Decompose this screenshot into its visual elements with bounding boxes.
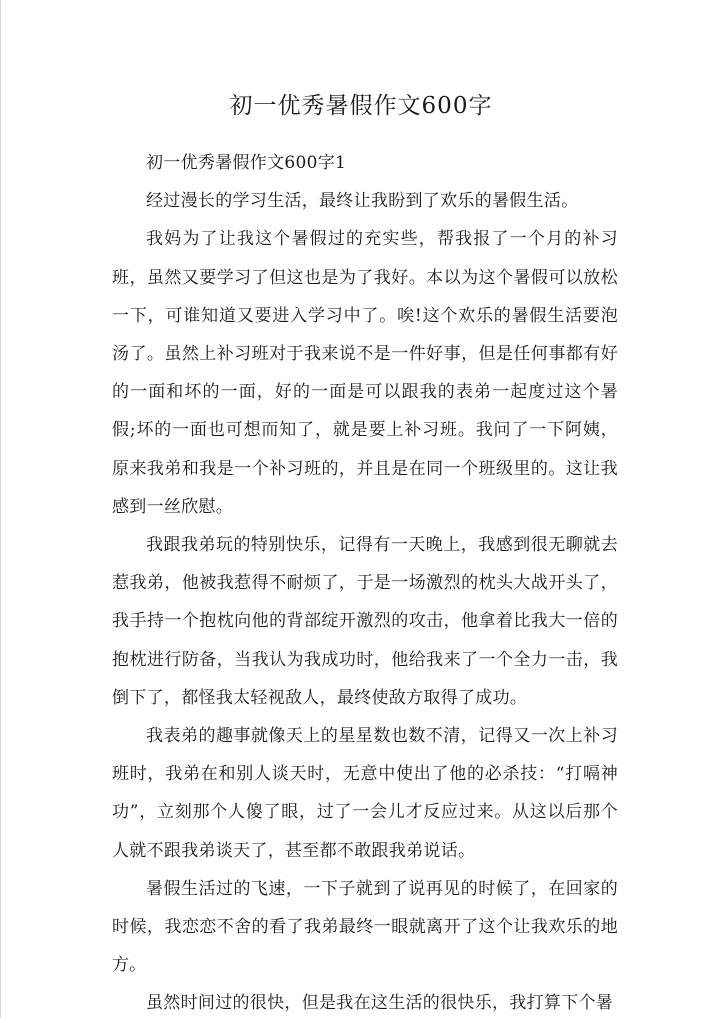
paragraph: 我跟我弟玩的特别快乐，记得有一天晚上，我感到很无聊就去惹我弟，他被我惹得不耐烦了，于是一场激烈的枕头大战开头了，我手持一个抱枕向他的背部绽开激烈的攻击，他拿着比我大一倍的抱枕进行防备，当我认为我成功时，他给我来了一个全力一击，我倒下了，都怪我太轻视敌人，最终使敌方取得了成功。 — [112, 535, 618, 708]
document-body — [112, 144, 618, 1023]
paragraph: 经过漫长的学习生活，最终让我盼到了欢乐的暑假生活。 — [146, 191, 579, 212]
paragraph: 虽然时间过的很快，但是我在这生活的很快乐，我打算下个暑 — [146, 993, 614, 1014]
paragraph-heading: 初一优秀暑假作文600字1 — [146, 153, 347, 173]
document-title: 初一优秀暑假作文600字 — [229, 93, 493, 119]
paragraph: 我妈为了让我这个暑假过的充实些，帮我报了一个月的补习班，虽然又要学习了但这也是为了我好。本以为这个暑假可以放松一下，可谁知道又要进入学习中了。唉!这个欢乐的暑假生活要泡汤了。虽然上补习班对于我来说不是一件好事，但是任何事都有好的一面和坏的一面，好的一面是可以跟我的表弟一起度过这个暑假;坏的一面也可想而知了，就是要上补习班。我问了一下阿姨，原来我弟和我是一个补习班的，并且是在同一个班级里的。这让我感到一丝欣慰。 — [112, 229, 618, 517]
paragraph: 暑假生活过的飞速，一下子就到了说再见的时候了，在回家的时候，我恋恋不舍的看了我弟最终一眼就离开了这个让我欢乐的地方。 — [112, 878, 618, 976]
paragraph: 我表弟的趣事就像天上的星星数也数不清，记得又一次上补习班时，我弟在和别人谈天时，无意中使出了他的必杀技：“打嗝神功”，立刻那个人傻了眼，过了一会儿才反应过来。从这以后那个人就不跟我弟谈天了，甚至都不敢跟我弟说话。 — [112, 726, 618, 861]
